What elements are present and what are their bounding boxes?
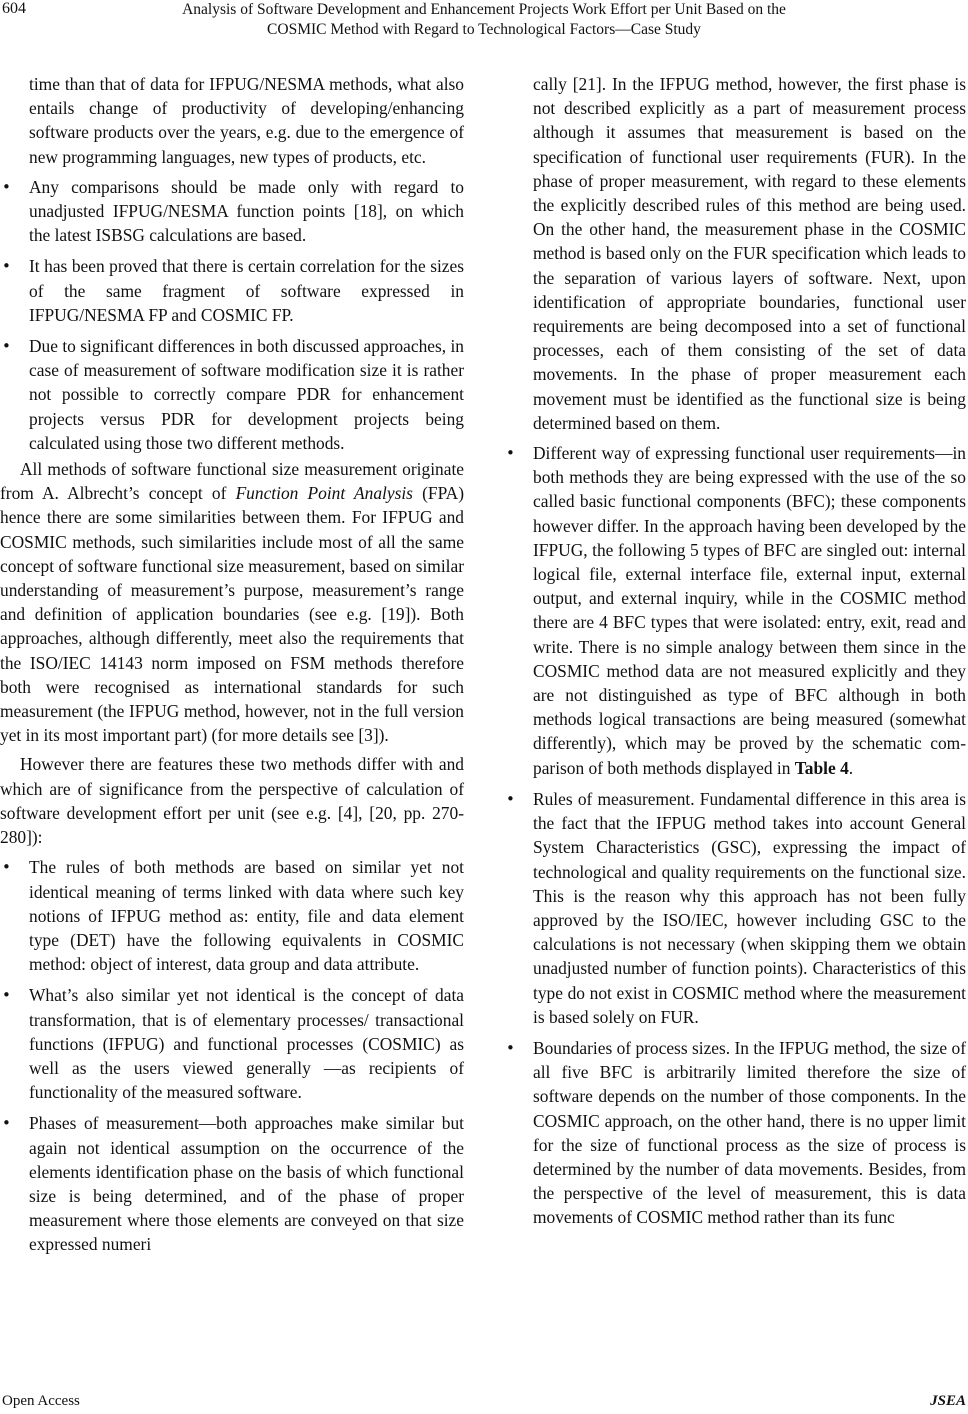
table-reference: Table 4 [794, 757, 849, 778]
continued-paragraph: time than that of data for IFPUG/NESMA methods, what also entails change of productivity of developing/enhancing software products over the years, e.g. due to the emergence of new programming languages, new types of products, etc. [29, 74, 464, 167]
bullet-item: • Phases of measurement—both approaches make similar but again not identical assumption on the occurrence of the elements identification phase on the basis of which functional size is being determined, and of the phase of proper measurement where those elements are conveyed on that size expressed numeri [0, 1111, 464, 1256]
right-column [504, 72, 966, 1230]
bullet-item: • It has been proved that there is certain correlation for the sizes of the same fragment of software expressed in IFPUG/NESMA FP and COSMIC FP. [0, 254, 464, 327]
paragraph-text: All methods of software functional size measurement originate from A. Albrecht’s concept of [0, 459, 464, 504]
running-header [120, 0, 848, 40]
running-header-line-2: COSMIC Method with Regard to Technological Factors—Case Study [267, 21, 701, 38]
bullet-item: • What’s also similar yet not identical is the concept of data transformation, that is of elementary processes/ transactional functions (IFPUG) and functional processes (COSMIC) as well as the users viewed generally —as recipients of functionality of the measured software. [0, 983, 464, 1104]
bullet-item: • Rules of measurement. Fundamental difference in this area is the fact that the IFPUG method takes into account General System Characteristics (GSC), expressing the impact of technological and quality requirements on the functional size. This is the reason why this approach has not been fully approved by the ISO/IEC, however including GSC to the calculations is not necessary (when skipping them we obtain unadjusted number of function points). Characteristics of this type do not exist in COSMIC method where the measurement is based solely on FUR. [504, 787, 966, 1029]
footer-journal: JSEA [930, 1393, 966, 1409]
left-column [0, 72, 464, 1257]
bullet-text: . [848, 757, 854, 778]
bullet-list-differences [0, 855, 464, 1256]
bullet-item: • Due to significant differences in both discussed approaches, in case of measurement of software modification size it is rather not possible to correctly compare PDR for enhancement projects versus PDR for development projects being calculated using those two different methods. [0, 334, 464, 455]
footer-open-access: Open Access [2, 1393, 80, 1409]
italic-term: Function Point Analysis [235, 483, 413, 504]
paragraph-text: (FPA) hence there are some similarities between them. For IFPUG and COSMIC methods, such similarities include most of all the same concept of software functional size measurement, based on similar understanding of measurement’s purpose, measurement’s range and definition of application boundaries (see e.g. [19]). Both approaches, although differently, meet also the requirements that the ISO/IEC 14143 norm imposed on FSM methods therefore both were recognised as international standards for such measurement (the IFPUG method, however, not in the full version yet in its most important part) (for more details see [3]). [0, 483, 464, 746]
body-paragraph [0, 457, 464, 747]
page-number: 604 [2, 0, 26, 17]
continued-paragraph: cally [21]. In the IFPUG method, however, the first phase is not described explicitly as a part of measurement process although it assumes that measurement is based on the specification of functional user requirements (FUR). In the phase of proper measurement, with regard to these elements the explicitly described rules of this method are being used. On the other hand, the measurement phase in the COSMIC method is based only on the FUR specification which leads to the separation of various layers of software. Next, upon identification of appropriate boundaries, functional user requirements are being decomposed into a set of functional processes, each of them consisting of the set of data movements. In the phase of proper measurement each movement must be identified as the functional size is being determined based on them. [533, 74, 966, 433]
bullet-text: Different way of expressing functional user requirements—in both methods they are being expressed with the use of the so called basic functional components (BFC); these components however differ. In the approach having been developed by the IFPUG, the following 5 types of BFC are singled out: internal logical file, external interface file, external input, external output, and external inquiry, while in the COSMIC method there are 4 BFC types that were isolated: entry, exit, read and write. There is no simple analogy between them since in the COSMIC method data are not measured explicitly and they are not distinguished as type of BFC although in both methods logical transactions are being measured (somewhat differently), which may be proved by the schematic comparison of both methods displayed in [533, 443, 966, 778]
bullet-item [504, 441, 966, 780]
bullet-item: • Any comparisons should be made only with regard to unadjusted IFPUG/NESMA function points [18], on which the latest ISBSG calculations are based. [0, 175, 464, 248]
bullet-list-differences-continued [504, 441, 966, 1230]
body-paragraph: However there are features these two methods differ with and which are of significance from the perspective of calculation of software development effort per unit (see e.g. [4], [20, pp. 270-280]): [0, 754, 464, 848]
bullet-item: • Boundaries of process sizes. In the IFPUG method, the size of all five BFC is arbitrarily limited therefore the size of software depends on the number of those components. In the COSMIC approach, on the other hand, there is no upper limit for the size of functional process as the size of process is determined by the number of data movements. Besides, from the perspective of the level of measurement, this is data movements of COSMIC method rather than its func [504, 1036, 966, 1230]
bullet-list-comparisons [0, 175, 464, 455]
bullet-item: • The rules of both methods are based on similar yet not identical meaning of terms linked with data where such key notions of IFPUG method as: entity, file and data element type (DET) have the following equivalents in COSMIC method: object of interest, data group and data attribute. [0, 855, 464, 976]
running-header-line-1: Analysis of Software Development and Enhancement Projects Work Effort per Unit Based on the [182, 1, 786, 18]
